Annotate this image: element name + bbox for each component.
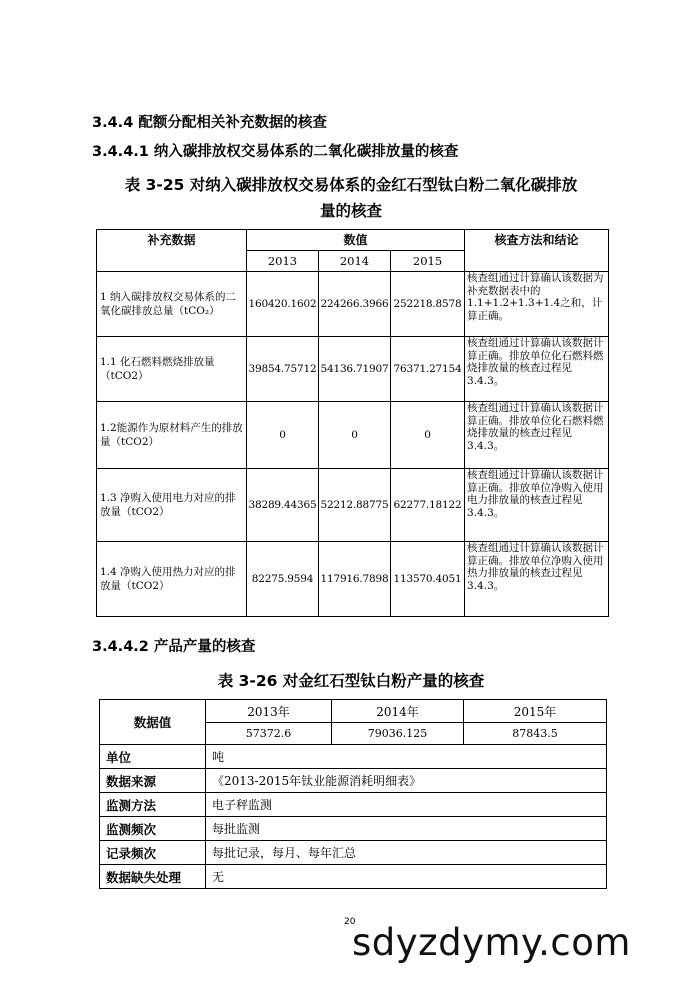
- table-row: [97, 542, 609, 617]
- table-row: [97, 402, 609, 469]
- value-cell: 79036.125: [332, 723, 464, 745]
- table-row: [97, 469, 609, 542]
- row-item: 1.1 化石燃料燃烧排放量（tCO2）: [97, 337, 247, 402]
- row-item: 1.3 净购入使用电力对应的排放量（tCO2）: [97, 469, 247, 542]
- value-cell: 52212.88775: [319, 469, 391, 542]
- value-cell: 224266.3966: [319, 272, 391, 337]
- row-value: 每批记录，每月、每年汇总: [206, 841, 607, 865]
- subsection-heading: 3.4.4.1 纳入碳排放权交易体系的二氧化碳排放量的核查: [92, 144, 459, 160]
- value-cell: 54136.71907: [319, 337, 391, 402]
- table1-caption: [96, 172, 606, 224]
- column-header-values: 数值: [247, 230, 465, 251]
- value-cell: 252218.8578: [391, 272, 465, 337]
- year-header: 2014年: [332, 700, 464, 723]
- value-cell: 160420.1602: [247, 272, 319, 337]
- value-cell: 62277.18122: [391, 469, 465, 542]
- year-header: 2013: [247, 251, 319, 272]
- section-heading: 3.4.4 配额分配相关补充数据的核查: [92, 115, 327, 131]
- row-label: 记录频次: [100, 841, 206, 865]
- table-row: [100, 745, 607, 769]
- row-value: 电子秤监测: [206, 793, 607, 817]
- table-header-row: [97, 230, 609, 251]
- watermark-text: sdyzdymy.com: [352, 921, 631, 964]
- row-item: 1.4 净购入使用热力对应的排放量（tCO2）: [97, 542, 247, 617]
- row-label: 监测方法: [100, 793, 206, 817]
- production-table: [99, 699, 607, 889]
- row-value: 每批监测: [206, 817, 607, 841]
- value-cell: 117916.7898: [319, 542, 391, 617]
- row-item: 1 纳入碳排放权交易体系的二氧化碳排放总量（tCO₂）: [97, 272, 247, 337]
- table-row: [97, 272, 609, 337]
- row-value: 吨: [206, 745, 607, 769]
- row-label: 监测频次: [100, 817, 206, 841]
- table-row: [100, 865, 607, 889]
- year-header: 2015年: [464, 700, 607, 723]
- year-header: 2013年: [206, 700, 332, 723]
- method-note: 核查组通过计算确认该数据为补充数据表中的 1.1+1.2+1.3+1.4之和，计算正确。: [465, 272, 609, 337]
- table-row: [97, 337, 609, 402]
- table-row: [100, 793, 607, 817]
- value-cell: 0: [319, 402, 391, 469]
- method-note: 核查组通过计算确认该数据计算正确。排放单位净购入使用热力排放量的核查过程见 3.4.3。: [465, 542, 609, 617]
- emissions-table: [96, 229, 609, 617]
- row-label: 数据缺失处理: [100, 865, 206, 889]
- column-header-supplementary-data: 补充数据: [97, 230, 247, 272]
- row-label: 单位: [100, 745, 206, 769]
- row-value: 《2013-2015年钛业能源消耗明细表》: [206, 769, 607, 793]
- value-cell: 0: [391, 402, 465, 469]
- value-cell: 113570.4051: [391, 542, 465, 617]
- value-cell: 0: [247, 402, 319, 469]
- table-row: [100, 841, 607, 865]
- method-note: 核查组通过计算确认该数据计算正确。排放单位净购入使用电力排放量的核查过程见3.4.3。: [465, 469, 609, 542]
- column-header-method-conclusion: 核查方法和结论: [465, 230, 609, 272]
- data-value-label: 数据值: [100, 700, 206, 745]
- page-number: 20: [344, 917, 356, 927]
- value-cell: 76371.27154: [391, 337, 465, 402]
- table-row: [100, 817, 607, 841]
- table-header-row: [100, 700, 607, 723]
- table2-caption: 表 3-26 对金红石型钛白粉产量的核查: [217, 672, 485, 690]
- row-item: 1.2能源作为原材料产生的排放量（tCO2）: [97, 402, 247, 469]
- subsection-heading: 3.4.4.2 产品产量的核查: [92, 639, 256, 655]
- value-cell: 38289.44365: [247, 469, 319, 542]
- row-label: 数据来源: [100, 769, 206, 793]
- value-cell: 57372.6: [206, 723, 332, 745]
- value-cell: 39854.75712: [247, 337, 319, 402]
- value-cell: 82275.9594: [247, 542, 319, 617]
- method-note: 核查组通过计算确认该数据计算正确。排放单位化石燃料燃烧排放量的核查过程见3.4.3。: [465, 337, 609, 402]
- method-note: 核查组通过计算确认该数据计算正确。排放单位化石燃料燃烧排放量的核查过程见3.4.3。: [465, 402, 609, 469]
- table1-caption-line1: 表 3-25 对纳入碳排放权交易体系的金红石型钛白粉二氧化碳排放: [124, 176, 578, 194]
- table1-caption-line2: 量的核查: [319, 202, 382, 220]
- year-header: 2014: [319, 251, 391, 272]
- year-header: 2015: [391, 251, 465, 272]
- value-cell: 87843.5: [464, 723, 607, 745]
- row-value: 无: [206, 865, 607, 889]
- table-row: [100, 769, 607, 793]
